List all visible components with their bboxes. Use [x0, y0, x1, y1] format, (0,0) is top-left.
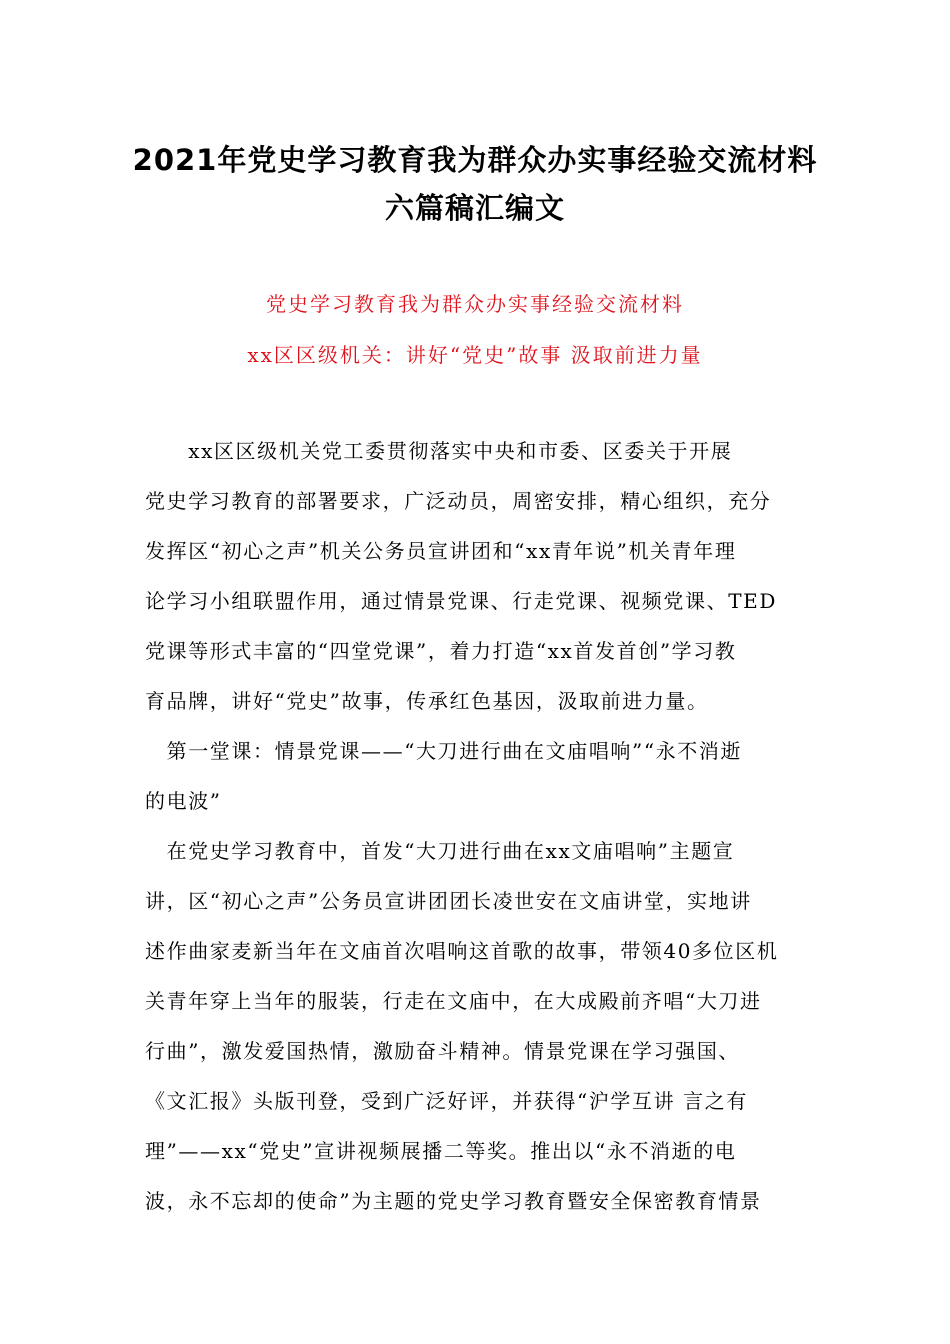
body-line: 党史学习教育的部署要求，广泛动员，周密安排，精心组织，充分 — [145, 489, 772, 513]
body-line: xx区区级机关党工委贯彻落实中央和市委、区委关于开展 — [145, 439, 733, 463]
section-subheading: xx区区级机关：讲好“党史”故事 汲取前进力量 — [247, 343, 703, 367]
body-line: 发挥区“初心之声”机关公务员宣讲团和“xx青年说”机关青年理 — [145, 539, 737, 563]
body-line: 在党史学习教育中，首发“大刀进行曲在xx文庙唱响”主题宣 — [145, 839, 735, 863]
body-line: 论学习小组联盟作用，通过情景党课、行走党课、视频党课、TED — [145, 589, 777, 613]
body-line: 理”——xx“党史”宣讲视频展播二等奖。推出以“永不消逝的电 — [145, 1139, 737, 1163]
body-line: 第一堂课：情景党课——“大刀进行曲在文庙唱响”“永不消逝 — [145, 739, 743, 763]
body-line: 讲，区“初心之声”公务员宣讲团团长凌世安在文庙讲堂，实地讲 — [145, 889, 752, 913]
document-title-line-2: 六篇稿汇编文 — [384, 191, 565, 225]
body-line: 波，永不忘却的使命”为主题的党史学习教育暨安全保密教育情景 — [145, 1189, 762, 1213]
body-line: 述作曲家麦新当年在文庙首次唱响这首歌的故事，带领40多位区机 — [145, 939, 779, 963]
body-line: 的电波” — [145, 789, 222, 813]
body-line: 育品牌，讲好“党史”故事，传承红色基因，汲取前进力量。 — [145, 689, 709, 713]
body-line: 行曲”，激发爱国热情，激励奋斗精神。情景党课在学习强国、 — [145, 1039, 741, 1063]
body-line: 关青年穿上当年的服装，行走在文庙中，在大成殿前齐唱“大刀进 — [145, 989, 762, 1013]
body-line: 党课等形式丰富的“四堂党课”，着力打造“xx首发首创”学习教 — [145, 639, 737, 663]
section-heading: 党史学习教育我为群众办实事经验交流材料 — [266, 292, 684, 316]
body-line: 《文汇报》头版刊登，受到广泛好评，并获得“沪学互讲 言之有 — [145, 1089, 748, 1113]
document-title-line-1: 2021年党史学习教育我为群众办实事经验交流材料 — [132, 143, 818, 177]
